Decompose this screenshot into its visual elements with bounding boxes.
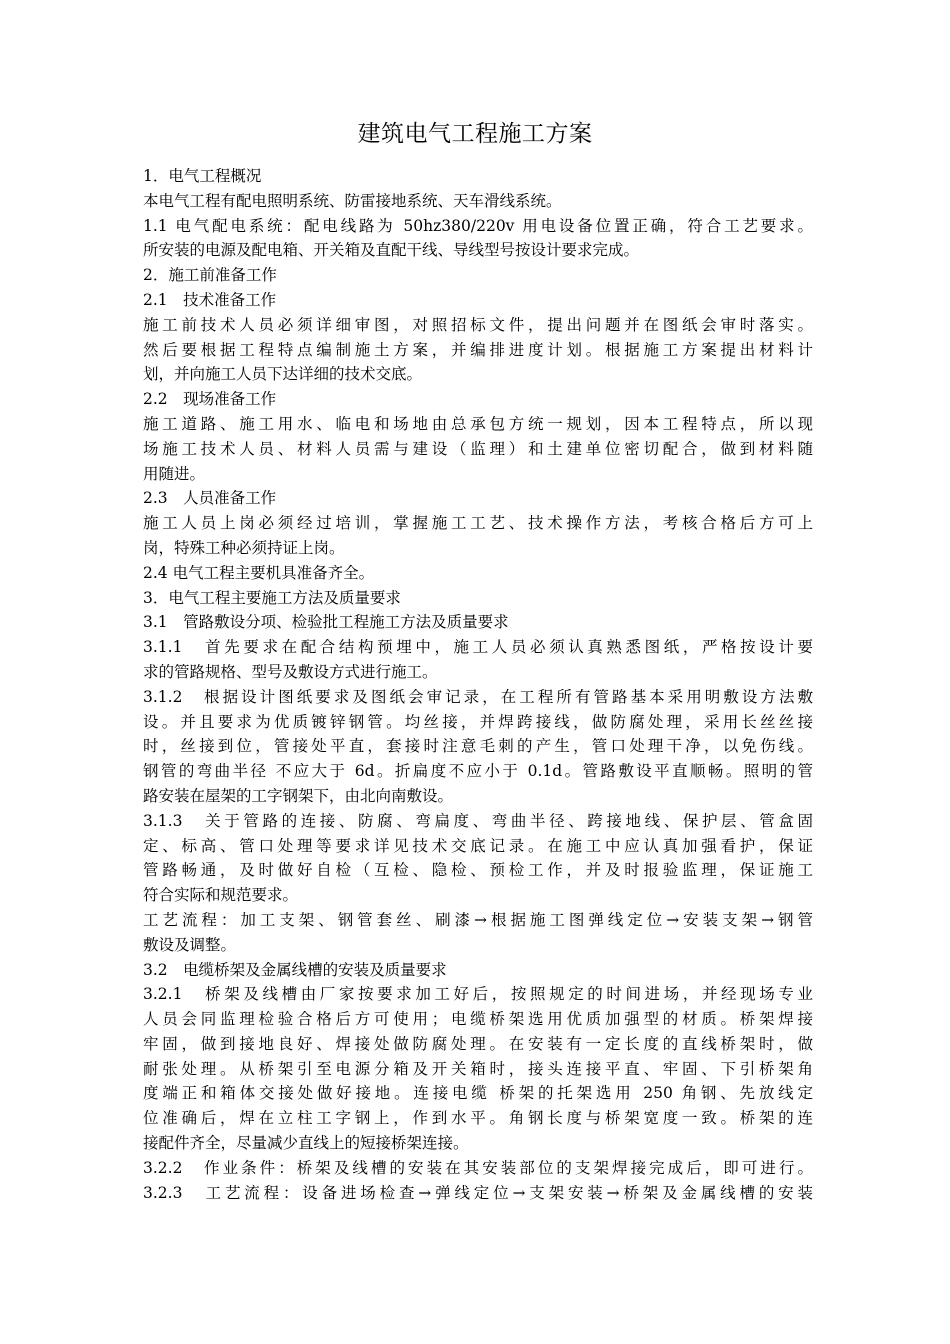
body-line: 划，并向施工人员下达详细的技术交底。: [143, 365, 423, 384]
body-line: 2.1 技术准备工作: [143, 290, 277, 309]
body-line: 管路畅通，及时做好自检（互检、隐检、预检工作，并及时报验监理，保证施工: [143, 861, 813, 880]
body-line: 3.2.2 作业条件：桥架及线槽的安装在其安装部位的支架焊接完成后，即可进行。: [143, 1158, 813, 1177]
body-line: 钢管的弯曲半径 不应大于 6d。折扁度不应小于 0.1d。管路敷设平直顺畅。照明的管: [143, 762, 813, 781]
body-line: 施工人员上岗必须经过培训，掌握施工工艺、技术操作方法，考核合格后方可上: [143, 514, 813, 533]
body-line: 牢固，做到接地良好、焊接处做防腐处理。在安装有一定长度的直线桥架时，做: [143, 1034, 813, 1053]
body-line: 时，丝接到位，管接处平直，套接时注意毛刺的产生，管口处理干净，以免伤线。: [143, 737, 813, 756]
body-line: 工艺流程：加工支架、钢管套丝、刷漆→根据施工图弹线定位→安装支架→钢管: [143, 910, 813, 929]
body-line: 用随进。: [143, 464, 206, 483]
body-line: 人员会同监理检验合格后方可使用；电缆桥架选用优质加强型的材质。桥架焊接: [143, 1010, 813, 1029]
body-line: 岗，特殊工种必须持证上岗。: [143, 538, 345, 557]
body-line: 2.3 人员准备工作: [143, 489, 277, 508]
body-line: 路安装在屋架的工字钢架下，由北向南敷设。: [143, 786, 454, 805]
body-line: 2.2 现场准备工作: [143, 390, 277, 409]
body-line: 3.1 管路敷设分项、检验批工程施工方法及质量要求: [143, 613, 509, 632]
body-line: 接配件齐全，尽量减少直线上的短接桥架连接。: [143, 1134, 469, 1153]
body-line: 2．施工前准备工作: [143, 266, 277, 285]
body-line: 3.2 电缆桥架及金属线槽的安装及质量要求: [143, 960, 447, 979]
body-line: 3.2.3 工艺流程：设备进场检查→弹线定位→支架安装→桥架及金属线槽的安装: [143, 1183, 813, 1202]
document-body: [143, 164, 813, 1205]
body-line: 求的管路规格、型号及敷设方式进行施工。: [143, 662, 438, 681]
body-line: 本电气工程有配电照明系统、防雷接地系统、天车滑线系统。: [143, 191, 562, 210]
body-line: 1．电气工程概况: [143, 167, 262, 185]
body-line: 定、标高、管口处理等要求详见技术交底记录。在施工中应认真加强看护，保证: [143, 836, 813, 855]
body-line: 场施工技术人员、材料人员需与建设（监理）和土建单位密切配合，做到材料随: [143, 439, 813, 458]
body-line: 度端正和箱体交接处做好接地。连接电缆 桥架的托架选用 250 角钢、先放线定: [143, 1084, 813, 1103]
body-line: 所安装的电源及配电箱、开关箱及直配干线、导线型号按设计要求完成。: [143, 241, 640, 260]
body-line: 设。并且要求为优质镀锌钢管。均丝接，并焊跨接线，做防腐处理，采用长丝丝接: [143, 712, 813, 731]
body-line: 3.2.1 桥架及线槽由厂家按要求加工好后，按照规定的时间进场，并经现场专业: [143, 985, 813, 1004]
body-line: 符合实际和规范要求。: [143, 886, 299, 905]
body-line: 位准确后，焊在立柱工字钢上，作到水平。角钢长度与桥架宽度一致。桥架的连: [143, 1109, 813, 1128]
body-line: 3.1.3 关于管路的连接、防腐、弯扁度、弯曲半径、跨接地线、保护层、管盒固: [143, 811, 813, 830]
body-line: 耐张处理。从桥架引至电源分箱及开关箱时，接头连接平直、牢固、下引桥架角: [143, 1059, 813, 1078]
body-line: 然后要根据工程特点编制施土方案，并编排进度计划。根据施工方案提出材料计: [143, 340, 813, 359]
document-title: 建筑电气工程施工方案: [357, 121, 593, 147]
body-line: 敷设及调整。: [143, 935, 237, 954]
body-line: 施工道路、施工用水、临电和场地由总承包方统一规划，因本工程特点，所以现: [143, 414, 813, 433]
body-line: 3．电气工程主要施工方法及质量要求: [143, 588, 401, 607]
body-line: 3.1.1 首先要求在配合结构预埋中，施工人员必须认真熟悉图纸，严格按设计要: [143, 638, 813, 657]
body-line: 1.1 电气配电系统：配电线路为 50hz380/220v 用电设备位置正确，符合工艺要求。: [143, 216, 813, 235]
body-line: 施工前技术人员必须详细审图，对照招标文件，提出问题并在图纸会审时落实。: [143, 315, 813, 334]
body-line: 3.1.2 根据设计图纸要求及图纸会审记录，在工程所有管路基本采用明敷设方法敷: [143, 687, 813, 706]
body-line: 2.4 电气工程主要机具准备齐全。: [143, 563, 375, 582]
